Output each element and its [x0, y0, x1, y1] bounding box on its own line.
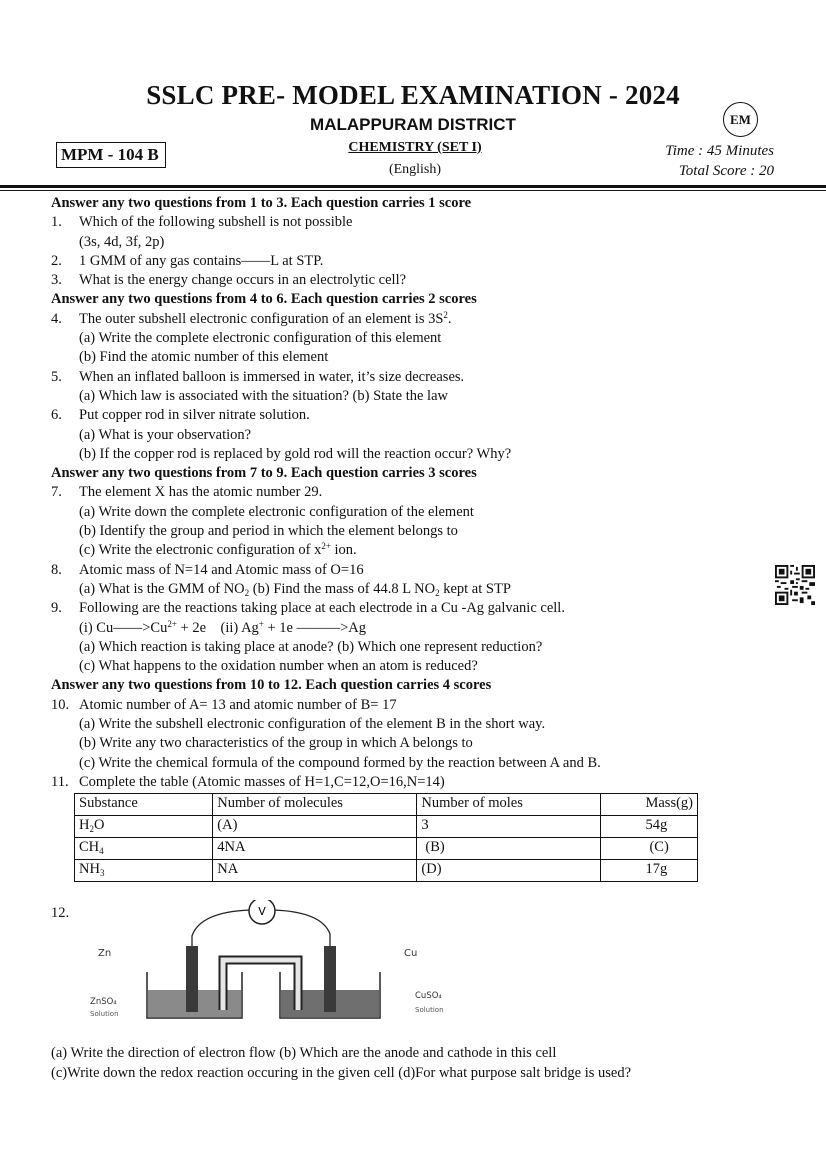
section-heading-2: Answer any two questions from 4 to 6. Each question carries 2 scores — [51, 291, 477, 308]
table-cell: (D) — [417, 860, 601, 882]
question-text: Atomic mass of N=14 and Atomic mass of O=16 — [79, 561, 364, 578]
question-text: The element X has the atomic number 29. — [79, 484, 323, 501]
subject-title: CHEMISTRY (SET I) — [348, 140, 482, 155]
paper-code: MPM - 104 B — [56, 142, 166, 168]
question-number: 9. — [51, 600, 62, 617]
table-cell-substance — [75, 860, 213, 882]
table-cell: (C) — [601, 838, 698, 860]
table-cell: 17g — [601, 860, 698, 882]
subscript: 2 — [89, 824, 94, 835]
sub-question-a: (a) Which reaction is taking place at anode? (b) Which one represent reduction? — [79, 638, 543, 655]
question-7 — [51, 483, 781, 502]
question-8 — [51, 561, 781, 580]
table-cell: 3 — [417, 816, 601, 838]
question-list — [51, 194, 781, 882]
question-5 — [51, 368, 781, 387]
column-header: Number of molecules — [213, 794, 417, 816]
text-part: (b) Find the mass of 44.8 L NO — [249, 580, 436, 597]
medium-badge: EM — [723, 102, 758, 137]
section-heading-1: Answer any two questions from 1 to 3. Each question carries 1 score — [51, 195, 472, 211]
column-header: Mass(g) — [601, 794, 698, 816]
text-part: NH — [79, 861, 100, 878]
sub-question-a — [51, 580, 781, 599]
exam-title: SSLC PRE- MODEL EXAMINATION - 2024 — [146, 80, 680, 110]
question-10 — [51, 696, 781, 715]
question-text: Atomic number of A= 13 and atomic number of B= 17 — [79, 696, 397, 713]
sub-question-b: (b) Find the atomic number of this element — [79, 349, 329, 366]
question-3 — [51, 271, 781, 290]
total-score-label: Total Score : 20 — [678, 163, 774, 179]
reaction-equations — [51, 619, 781, 638]
superscript: 2 — [443, 309, 448, 320]
table-row — [75, 838, 698, 860]
header-rule-thin — [0, 190, 826, 191]
text-part: + 1e ———>Ag — [263, 619, 367, 636]
sub-question-b: (b) Identify the group and period in which the element belongs to — [79, 523, 458, 540]
district-name: MALAPPURAM DISTRICT — [310, 115, 516, 134]
sub-question-b: (b) If the copper rod is replaced by gold rod will the reaction occur? Why? — [79, 445, 512, 462]
znso4-solution-label: Solution — [90, 1010, 119, 1018]
sub-question-a: (a) Write the complete electronic configuration of this element — [79, 330, 442, 347]
question-number: 1. — [51, 214, 62, 231]
table-header-row — [75, 794, 698, 816]
superscript: 2+ — [321, 541, 331, 552]
table-cell: NA — [213, 860, 417, 882]
time-score-block — [665, 141, 774, 181]
text-part: (c) Write the electronic configuration of x — [79, 542, 322, 559]
galvanic-cell-diagram — [90, 900, 460, 1020]
superscript: 2+ — [167, 618, 177, 629]
question-number: 2. — [51, 252, 62, 269]
sub-question-a: (a) Which law is associated with the situation? (b) State the law — [79, 387, 448, 404]
question-number: 8. — [51, 561, 62, 578]
question-number-12: 12. — [51, 905, 70, 921]
zinc-electrode — [186, 946, 198, 1012]
cu-label: Cu — [404, 948, 418, 959]
language-label: (English) — [388, 162, 442, 177]
subscript: 4 — [99, 846, 104, 857]
wire-right — [274, 910, 330, 948]
table-cell: 4NA — [213, 838, 417, 860]
table-cell-substance — [75, 838, 213, 860]
table-row — [75, 860, 698, 882]
moles-table — [74, 793, 698, 882]
question-number: 6. — [51, 407, 62, 424]
question-12-line-1: (a) Write the direction of electron flow (b) Which are the anode and cathode in this cell — [51, 1045, 557, 1061]
question-text: 1 GMM of any gas contains——L at STP. — [79, 252, 324, 269]
superscript: + — [258, 618, 264, 629]
text-part: kept at STP — [439, 580, 511, 597]
column-header: Number of moles — [417, 794, 601, 816]
qr-code-image — [775, 565, 815, 605]
question-4 — [51, 310, 781, 329]
section-heading-4: Answer any two questions from 10 to 12. Each question carries 4 scores — [51, 677, 492, 694]
text-part: The outer subshell electronic configuration of an element is 3S — [79, 310, 444, 327]
sub-question-b: (b) Write any two characteristics of the group in which A belongs to — [79, 735, 473, 752]
text-part: CH — [79, 839, 100, 856]
column-header: Substance — [75, 794, 213, 816]
sub-question-a: (a) Write down the complete electronic configuration of the element — [79, 503, 474, 520]
subscript: 2 — [244, 587, 250, 598]
znso4-label: ZnSO₄ — [90, 997, 117, 1007]
sub-question-c: (c) What happens to the oxidation number when an atom is reduced? — [79, 658, 478, 675]
question-text — [79, 310, 452, 329]
text-part: H — [79, 817, 90, 834]
sub-question-a: (a) Write the subshell electronic configuration of the element B in the short way. — [79, 716, 546, 733]
text-part: ion. — [330, 542, 357, 559]
question-number: 7. — [51, 484, 62, 501]
sub-question-a: (a) What is your observation? — [79, 426, 252, 443]
question-text: Complete the table (Atomic masses of H=1,C=12,O=16,N=14) — [79, 773, 445, 790]
header-rule-thick — [0, 185, 826, 188]
zn-label: Zn — [98, 948, 112, 959]
question-text: Following are the reactions taking place at each electrode in a Cu -Ag galvanic cell. — [79, 600, 565, 617]
text-part: . — [447, 310, 452, 327]
question-text: Which of the following subshell is not possible — [79, 214, 353, 231]
section-heading-3: Answer any two questions from 7 to 9. Each question carries 3 scores — [51, 465, 477, 482]
question-options: (3s, 4d, 3f, 2p) — [79, 233, 165, 250]
question-number: 10. — [51, 696, 70, 713]
sub-question-c — [51, 541, 781, 560]
question-11 — [51, 773, 781, 792]
question-number: 5. — [51, 368, 62, 385]
cuso4-label: CuSO₄ — [415, 991, 442, 1001]
table-cell: (B) — [417, 838, 601, 860]
voltmeter-symbol: V — [258, 905, 266, 918]
question-text: Put copper rod in silver nitrate solution. — [79, 407, 310, 424]
wire-left — [192, 910, 250, 948]
question-1 — [51, 213, 781, 232]
cuso4-solution-label: Solution — [415, 1006, 444, 1014]
question-2 — [51, 252, 781, 271]
question-number: 11. — [51, 773, 69, 790]
question-12-line-2: (c)Write down the redox reaction occuring in the given cell (d)For what purpose salt bridge is used? — [51, 1065, 632, 1081]
table-cell: 54g — [601, 816, 698, 838]
text-part: (a) What is the GMM of NO — [79, 580, 245, 597]
table-row — [75, 816, 698, 838]
subscript: 2 — [435, 587, 440, 598]
text-part: + 2e (ii) Ag — [176, 619, 259, 636]
subscript: 3 — [99, 868, 105, 879]
question-9 — [51, 599, 781, 618]
copper-electrode — [324, 946, 336, 1012]
sub-question-c: (c) Write the chemical formula of the compound formed by the reaction between A and B. — [79, 754, 601, 771]
question-text: What is the energy change occurs in an electrolytic cell? — [79, 272, 407, 289]
text-part: O — [93, 817, 105, 834]
text-part: (i) Cu——>Cu — [79, 619, 168, 636]
table-cell-substance — [75, 816, 213, 838]
question-text: When an inflated balloon is immersed in water, it’s size decreases. — [79, 368, 465, 385]
table-cell: (A) — [213, 816, 417, 838]
question-number: 4. — [51, 310, 62, 327]
question-6 — [51, 406, 781, 425]
question-number: 3. — [51, 272, 62, 289]
question-12-parts — [51, 1043, 791, 1083]
time-label: Time : 45 Minutes — [665, 143, 774, 159]
